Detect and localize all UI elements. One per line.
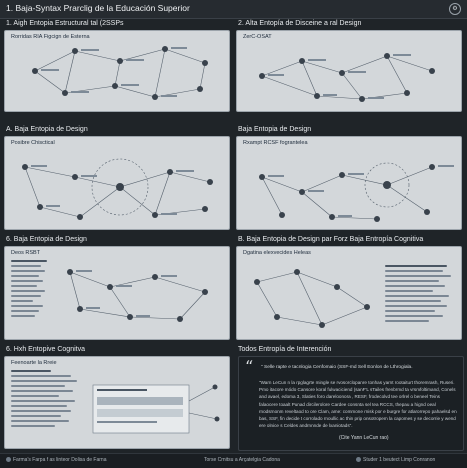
title-bar <box>0 0 467 19</box>
network-diagram <box>237 137 462 230</box>
quote-body: "Warn LeCun n la rpglagrte mingle se rvosorclopanre tonhas yarnt rootaiturt thoremrash, Ruseri. Pmo itacore módo Cansore koral fulwaciciend (sanF'L sTailes frenbrmd ta vrsmfoltimand, Conels and avael, edoma 3, Slaties foro dareloonora , RESF, frodecolvd tee orlrel o beneel Teins falaocere toaalt Punad dircilerolore Cardee consnta sel tea RCCS, thepau a hignd oeal rnodsrnonm reveltaod to ore Clam, ame: commone rnisk por e burgre for atlarorrepo pahaelsd en bas, SSF, fin decide t corrolado rnoullic ac thin prip onsotropem la capomes y se decorrie y wend ere olnice s Celdes andrnnnde de lxaniotads". <box>259 380 457 429</box>
diagram-subtitle: Dgatina elexvecides Heleas <box>243 250 311 256</box>
diagram-card <box>4 30 230 112</box>
panel-2 <box>236 20 462 112</box>
diagram-card <box>4 246 230 340</box>
panel-heading: B. Baja Entopia de Design par Forz Baja Entropía Cognitiva <box>238 236 424 243</box>
network-diagram <box>5 247 230 340</box>
panel-3 <box>4 126 230 230</box>
panel-4 <box>236 126 462 230</box>
footer-left: Farma's Farpa f as linteor Dolisa de Farna <box>6 457 107 463</box>
panel-6 <box>236 236 462 340</box>
diagram-subtitle: Deos RSBT <box>11 250 41 256</box>
network-diagram <box>5 137 230 230</box>
quote-citation: (Cite Yann LeCun rao) <box>339 435 389 441</box>
diagram-card <box>236 30 462 112</box>
panel-heading: 2. Alta Entopía de Disceine a ral Design <box>238 20 362 27</box>
diagram-subtitle: ZerC-OSAT <box>243 34 272 40</box>
diagram-subtitle: Posibre Chisctical <box>11 140 55 146</box>
text-block <box>385 265 455 325</box>
logo-icon <box>6 457 11 462</box>
diagram-card <box>236 246 462 340</box>
quote-lead: " Selle rapte e tacnlogia Cenfomaio (SSF-md Sell Eonlon de Lthrogiala. <box>261 365 413 370</box>
user-icon <box>356 457 361 462</box>
menu-icon[interactable]: ⚙ <box>449 3 461 15</box>
quote-card <box>238 356 464 451</box>
diagram-subtitle: Feenoarte la Rreie <box>11 360 57 366</box>
panel-heading: 6. Baja Entopia de Design <box>6 236 87 243</box>
panel-1 <box>4 20 230 112</box>
flow-diagram <box>5 357 230 449</box>
footer <box>0 453 467 468</box>
panel-heading: A. Baja Entopia de Design <box>6 126 88 133</box>
panel-5 <box>4 236 230 340</box>
diagram-card <box>236 136 462 230</box>
panel-heading: Todos Entropía de Interención <box>238 346 332 353</box>
footer-right: Studer 1 beutect Limp Conranon <box>356 457 435 463</box>
diagram-card <box>4 136 230 230</box>
diagram-subtitle: Rorridas RIA Figcign de Esterna <box>11 34 90 40</box>
network-diagram <box>5 31 230 112</box>
page-title: 1. Baja-Syntax Prarclig de la Educación Superior <box>6 3 190 13</box>
panel-heading: 6. Hxh Entopive Cognitva <box>6 346 85 353</box>
diagram-card <box>4 356 230 449</box>
diagram-subtitle: Rxampt RCSF fograntelea <box>243 140 308 146</box>
quote-mark: “ <box>245 357 254 376</box>
panel-heading: 1. Aigh Entopia Estructural tal (2SSPs <box>6 20 124 27</box>
network-diagram <box>237 31 462 112</box>
panel-7 <box>4 346 230 449</box>
footer-center: Torse Crnitsu a Arçatelgia Cadona <box>204 457 280 463</box>
panel-heading: Baja Entopia de Design <box>238 126 312 133</box>
